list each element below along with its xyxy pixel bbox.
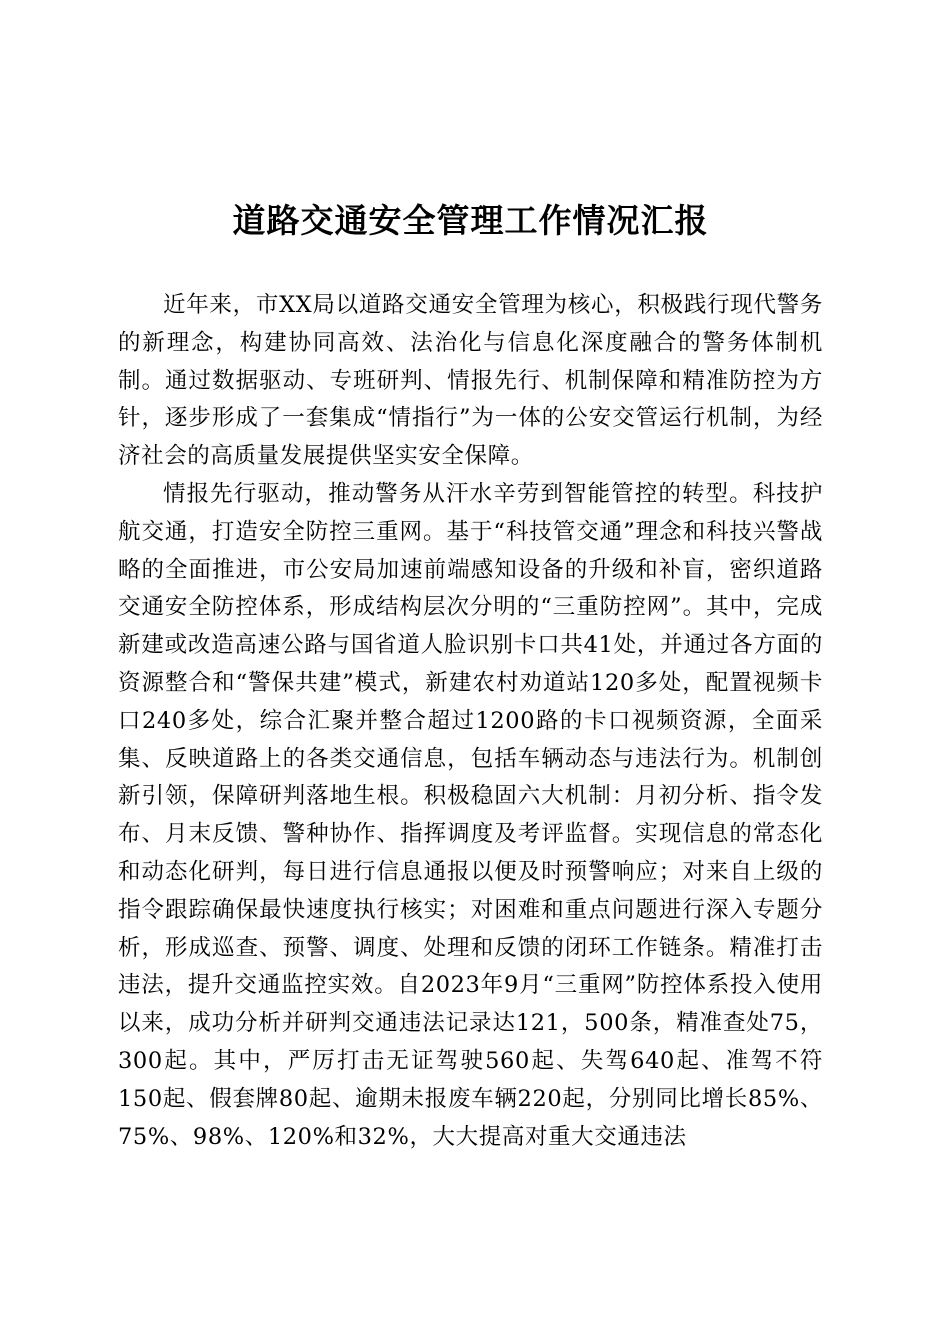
body-paragraph-1: 近年来，市XX局以道路交通安全管理为核心，积极践行现代警务的新理念，构建协同高效、法治化与信息化深度融合的警务体制机制。通过数据驱动、专班研判、情报先行、机制保障和精准防控为方针，逐步形成了一套集成“情指行”为一体的公安交管运行机制，为经济社会的高质量发展提供坚实安全保障。: [118, 292, 823, 470]
document-title: 道路交通安全管理工作情况汇报: [232, 201, 709, 240]
body-paragraph-2: 情报先行驱动，推动警务从汗水辛劳到智能管控的转型。科技护航交通，打造安全防控三重网。基于“科技管交通”理念和科技兴警战略的全面推进，市公安局加速前端感知设备的升级和补盲，密织道路交通安全防控体系，形成结构层次分明的“三重防控网”。其中，完成新建或改造高速公路与国省道人脸识别卡口共41处，并通过各方面的资源整合和“警保共建”模式，新建农村劝道站120多处，配置视频卡口240多处，综合汇聚并整合超过1200路的卡口视频资源，全面采集、反映道路上的各类交通信息，包括车辆动态与违法行为。机制创新引领，保障研判落地生根。积极稳固六大机制：月初分析、指令发布、月末反馈、警种协作、指挥调度及考评监督。实现信息的常态化和动态化研判，每日进行信息通报以便及时预警响应；对来自上级的指令跟踪确保最快速度执行核实；对困难和重点问题进行深入专题分析，形成巡查、预警、调度、处理和反馈的闭环工作链条。精准打击违法，提升交通监控实效。自2023年9月“三重网”防控体系投入使用以来，成功分析并研判交通违法记录达121，500条，精准查处75，300起。其中，严厉打击无证驾驶560起、失驾640起、准驾不符150起、假套牌80起、逾期未报废车辆220起，分别同比增长85%、75%、98%、120%和32%，大大提高对重大交通违法: [118, 480, 823, 1150]
document-body: [118, 287, 823, 1156]
